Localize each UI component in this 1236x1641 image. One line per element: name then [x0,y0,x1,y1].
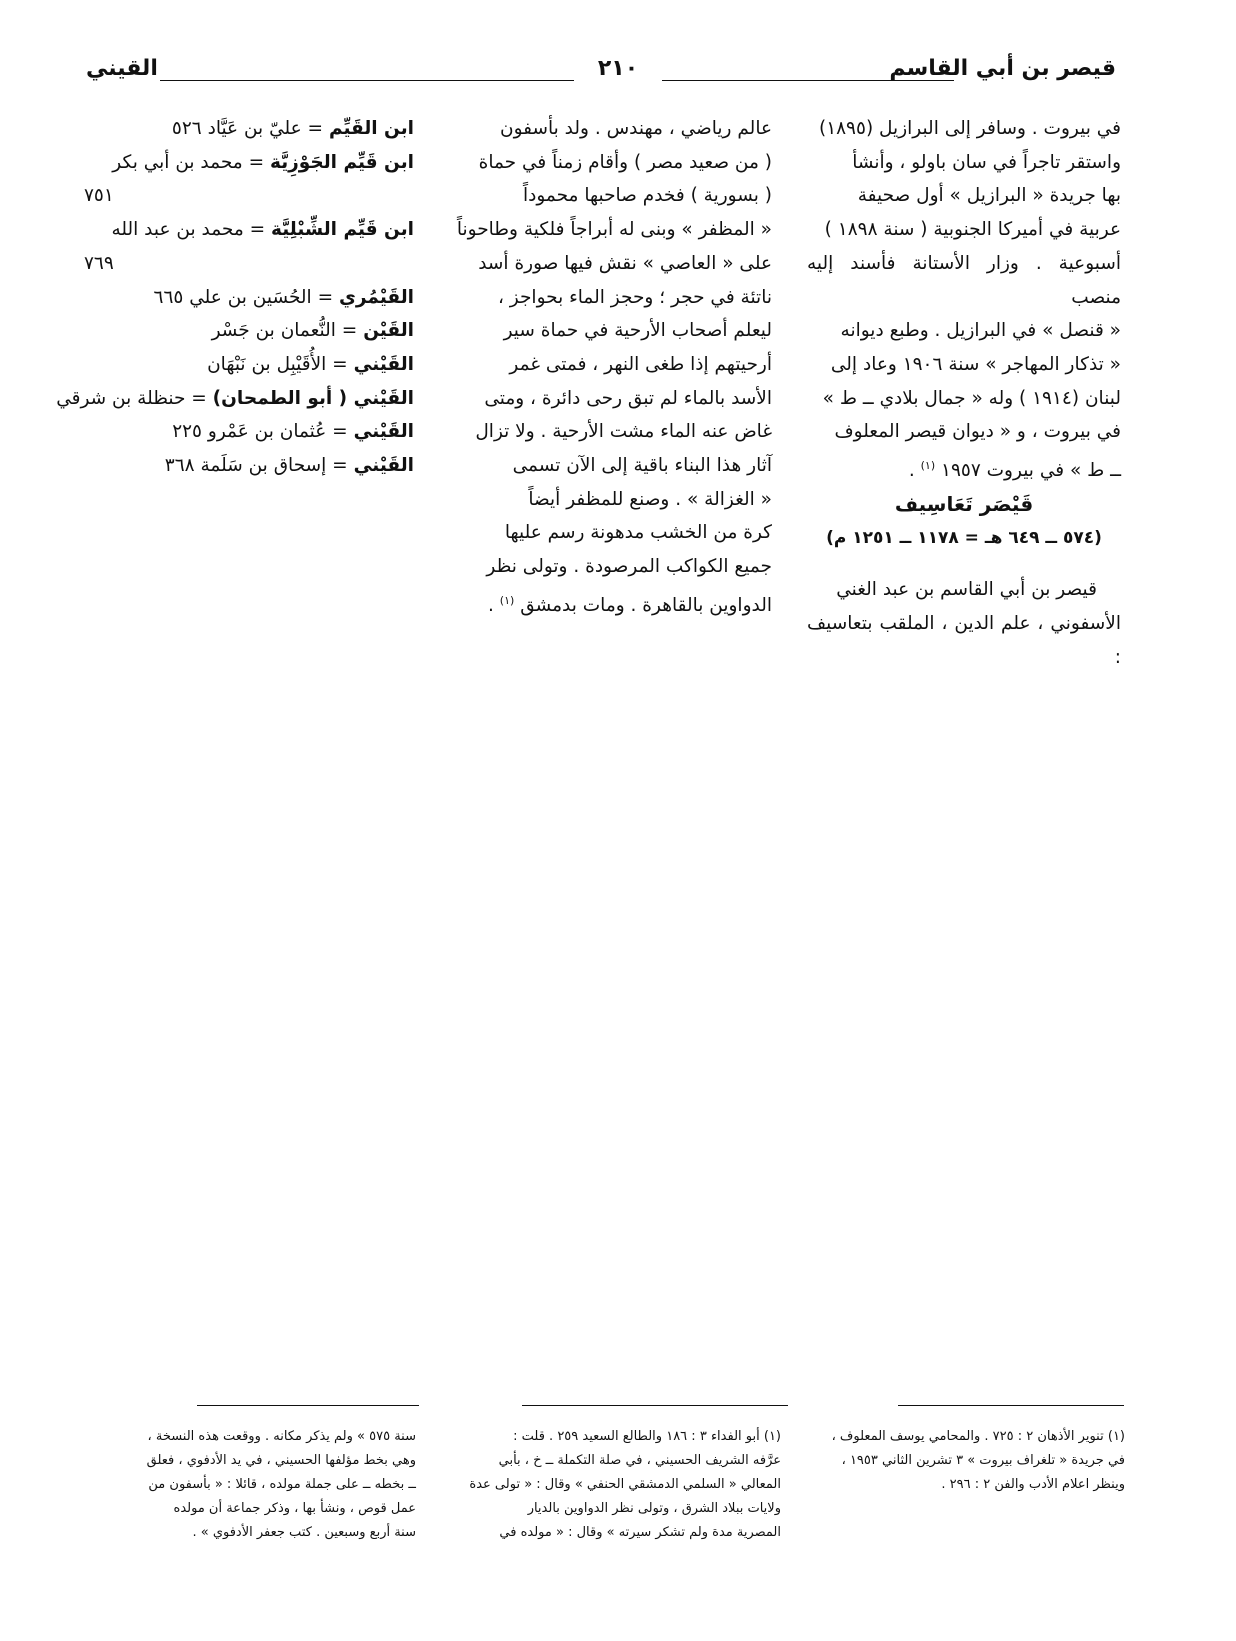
text-line: لبنان (١٩١٤ ) وله « جمال بلادي ــ ط » [822,387,1121,409]
column-left-index [56,112,414,483]
index-entry [84,281,414,315]
index-ref: = الحُسَين بن علي ٦٦٥ [153,286,334,308]
index-entry-continuation: ٧٥١ [84,185,114,207]
index-name: ابن القَيِّم [328,118,414,139]
index-entry [84,348,414,382]
index-name: القَيْن [363,320,414,342]
running-head-left: القيني [86,56,158,81]
footnote-line: وينظر اعلام الأدب والفن ٢ : ٢٩٦ . [941,1477,1125,1492]
footnote-line: في جريدة « تلغراف بيروت » ٣ تشرين الثاني ١٩٥٣ ، [841,1453,1125,1468]
footnote-marker[interactable]: (١) [499,593,515,607]
text-line: الدواوين بالقاهرة . ومات بدمشق $^{(١)}$ . [488,593,772,616]
text-line: في بيروت ، و « ديوان قيصر المعلوف [834,421,1121,443]
text-line: كرة من الخشب مدهونة رسم عليها [504,522,772,544]
text-line: ( بسورية ) فخدم صاحبها محموداً [522,185,772,207]
index-ref: = حنظلة بن شرقي [56,387,207,409]
entry-dates: (٥٧٤ ــ ٦٤٩ هـ = ١١٧٨ ــ ١٢٥١ م) [826,527,1102,548]
header-rule [662,80,954,81]
footnote-line: (١) تنوير الأذهان ٢ : ٧٢٥ . والمحامي يوسف المعلوف ، [831,1429,1125,1444]
index-entry-continuation: ٧٦٩ [84,252,114,274]
text-line: في بيروت . وسافر إلى البرازيل (١٨٩٥) [818,118,1121,139]
footnote-line: ولايات ببلاد الشرق ، وتولى نظر الدواوين بالديار [527,1501,781,1516]
footnote-line: سنة ٥٧٥ » ولم يذكر مكانه . ووقعت هذه النسخة ، [147,1429,416,1444]
index-ref: = محمد بن أبي بكر [112,151,265,173]
footnote-rule [197,1405,419,1406]
index-ref: = إسحاق بن سَلَمة ٣٦٨ [164,455,348,477]
text-line: بها جريدة « البرازيل » أول صحيفة [857,185,1121,207]
footnote-line: المصرية مدة ولم تشكر سيرته » وقال : « مولده في [499,1525,781,1540]
text-line: « تذكار المهاجر » سنة ١٩٠٦ وعاد إلى [830,353,1121,375]
text-line: ناتئة في حجر ؛ وحجز الماء بحواجز ، [497,286,772,308]
index-entry [84,415,414,449]
column-middle [450,112,772,623]
text-line: آثار هذا البناء باقية إلى الآن تسمى [512,455,772,477]
text-line: غاض عنه الماء مشت الأرحية . ولا تزال [475,421,772,443]
text-line: « قنصل » في البرازيل . وطبع ديوانه [840,320,1121,342]
footnote-line: سنة أربع وسبعين . كتب جعفر الأدفوي » . [192,1525,416,1540]
footnote-left [86,1425,416,1545]
page-number: ٢١٠ [597,56,639,81]
text-line: ( من صعيد مصر ) وأقام زمناً في حماة [478,151,772,173]
footnote-rule [522,1405,788,1406]
text-line: الأسفوني ، علم الدين ، الملقب بتعاسيف : [807,613,1121,668]
footnote-line: عمل قوص ، ونشأ بها ، وذكر جماعة أن مولده [173,1501,416,1516]
text-fragment: الدواوين بالقاهرة . ومات بدمشق [520,595,772,616]
text-line: أرحيتهم إذا طغى النهر ، فمتى غمر [509,353,772,375]
index-entry [56,382,414,416]
text-line: جميع الكواكب المرصودة . وتولى نظر [486,556,772,578]
index-name: القَيْني [353,455,414,477]
footnote-line: عرَّفه الشريف الحسيني ، في صلة التكملة ــ خ ، بأبي [498,1453,781,1468]
index-entry [84,213,414,247]
index-ref: = محمد بن عبد الله [111,219,266,241]
footnote-line: (١) أبو الفداء ٣ : ١٨٦ والطالع السعيد ٢٥٩ . قلت : [513,1429,781,1444]
running-head-right: قيصر بن أبي القاسم [889,56,1116,81]
footnote-marker[interactable]: (١) [920,459,936,473]
text-line: « المظفر » وبنى له أبراجاً فلكية وطاحوناً [456,219,772,241]
index-name: ابن قَيِّم الجَوْزِيَّة [269,151,414,173]
index-entry [84,146,414,180]
text-line: قيصر بن أبي القاسم بن عبد الغني [836,579,1097,601]
footnote-rule [898,1405,1124,1406]
index-name: القَيْمُري [338,286,414,308]
footnote-line: ــ بخطه ــ على جملة مولده ، قائلا : « بأسفون من [148,1477,416,1492]
index-ref: = الأُقَيْبِل بن نَبْهَان [207,353,348,375]
entry-heading: قَيْصَر تَعَاسِيف [894,491,1034,516]
text-line: ــ ط » في بيروت ١٩٥٧ $^{(١)}$ . [908,459,1121,482]
index-ref: = عُثمان بن عَمْرو ٢٢٥ [172,421,348,443]
footnote-line: وهي بخط مؤلفها الحسيني ، في يد الأدفوي ، فعلق [146,1453,416,1468]
index-entry [84,112,414,146]
index-name: ابن قَيِّم الشِّبْلِيَّة [271,219,414,241]
column-right [807,112,1121,674]
index-name: القَيْني [353,421,414,443]
text-line: واستقر تاجراً في سان باولو ، وأنشأ [852,151,1121,173]
index-entry [84,314,414,348]
text-line: الأسد بالماء لم تبق رحى دائرة ، ومتى [484,387,772,409]
footnote-middle [455,1425,781,1545]
text-line: « الغزالة » . وصنع للمظفر أيضاً [528,488,772,510]
text-fragment: ــ ط » في بيروت ١٩٥٧ [941,460,1121,482]
index-ref: = عليّ بن عَيَّاد ٥٢٦ [171,118,324,139]
footnote-line: المعالي « السلمي الدمشقي الحنفي » وقال : « تولى عدة [469,1477,781,1492]
index-name: القَيْني [353,353,414,375]
footnote-right [795,1425,1125,1497]
index-name: القَيْني ( أبو الطمحان) [212,387,414,409]
text-line: عربية في أميركا الجنوبية ( سنة ١٨٩٨ ) [824,219,1121,241]
text-line: أسبوعية . وزار الأستانة فأسند إليه منصب [807,252,1121,308]
text-line: على « العاصي » نقش فيها صورة أسد [478,252,772,274]
text-line: ليعلم أصحاب الأرحية في حماة سير [503,320,772,342]
index-entry [84,449,414,483]
index-ref: = النُّعمان بن جَسْر [211,320,358,342]
text-line: عالم رياضي ، مهندس . ولد بأسفون [500,118,772,139]
header-rule [160,80,574,81]
